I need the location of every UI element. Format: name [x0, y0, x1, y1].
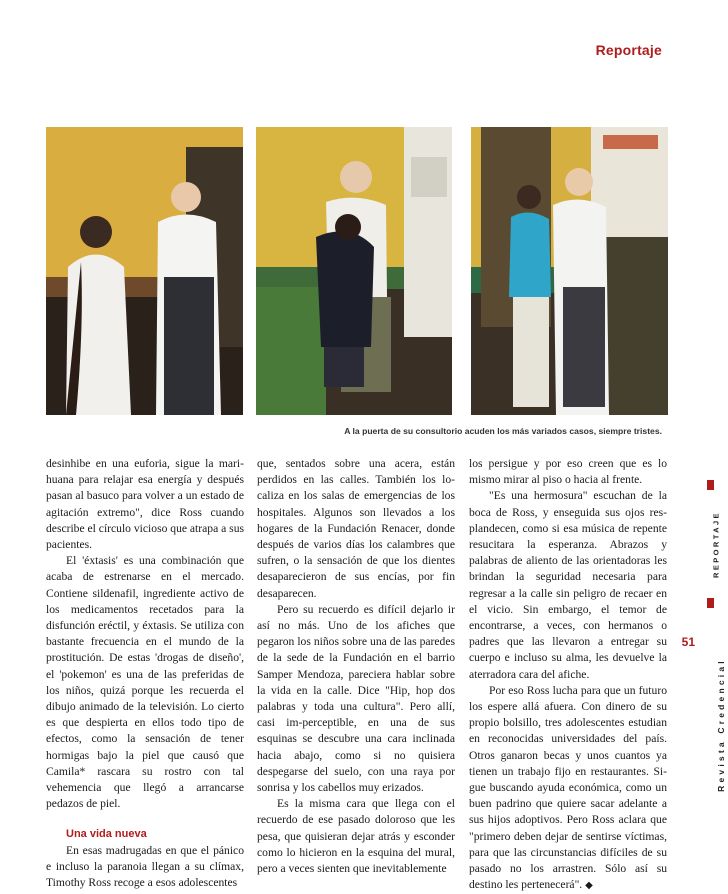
paragraph: Pero su recuerdo es difícil dejarlo ir así no más. Uno de los afiches que pegaron los niños sobre una de las paredes de la sede de la Fundación en el barrio Samper Mendoza, pareciera hablar sobre la vida en la calle. Dice "Hip, hop dos palabras y toda una cultura". Pero allí, casi im-perceptible, en una de sus esquinas se descubre una cara inclinada hacia abajo, como si no quisiera despegarse del suelo, con una raya por sonrisa y los cabellos muy erizados.: [257, 602, 455, 795]
page-number: 51: [681, 635, 695, 649]
paragraph: "Es una hermosura" escuchan de la boca de Ross, y enseguida sus ojos res-plandecen, como si esa música de repente resucitara la esperanza. Abrazos y palabras de aliento de las orientadoras les brindan la seguridad necesaria para regresar a la calle sin peligro de recaer en el vicio. Sin embargo, el temor de encontrarse, a veces, con hermanos o padres que las llevaron a entregar su cuerpo e incluso su alma, les devuelve la aterradora cara del afiche.: [469, 489, 667, 681]
section-vertical-label: REPORTAJE: [711, 511, 721, 578]
photo-hug: [256, 127, 452, 415]
text-column-1: [46, 456, 244, 891]
paragraph: [469, 683, 667, 894]
paragraph: los persigue y por eso creen que es lo mismo mirar al piso o hacia al frente.: [469, 457, 667, 487]
photo-doctor-with-girl-at-door: [471, 127, 668, 415]
text-column-3: [469, 456, 667, 894]
photo-caption: A la puerta de su consultorio acuden los más variados casos, siempre tristes.: [344, 426, 662, 436]
magazine-name: Revista Credencial: [716, 658, 726, 792]
paragraph: En esas madrugadas en que el pánico e incluso la paranoia llegan a su clímax, Timothy Ross recoge a esos adolescentes: [46, 843, 244, 890]
paragraph: desinhibe en una euforia, sigue la mari-huana para relajar esa energía y después pasan al basuco para volver a un estado de agitación extremo", dice Ross cuando describe el círculo vicioso que atrapa a sus pacientes.: [46, 457, 244, 552]
paragraph: que, sentados sobre una acera, están perdidos en las calles. También los lo-caliza en los salas de emergencias de los hospitales. Algunos son llevados a los hogares de la Fundación Renacer, donde después de varios días los calambres que sufren, o la sensación de que los dientes desaparecieron de sus encías, por fin desaparecen.: [257, 457, 455, 600]
paragraph-text: Por eso Ross lucha para que un futuro los espere allá afuera. Con dinero de su propio bolsillo, tres adolescentes estudian en reconocidas universidades del país. Otros ganaron becas y unos cuantos ya tienen un trabajo fijo en restaurantes. Si-gue buscando ayuda económica, como un buen padrino que quiere sacar adelante a sus hijos adoptivos. Pero Ross aclara que "primero deben dejar de sentirse víctimas, para que las circunstancias difíciles de su pasado no los arrastren. Sólo así su destino les pertenecerá".: [469, 683, 667, 892]
sidebar-marker: [707, 598, 714, 608]
photo-girl-and-doctor: [46, 127, 243, 415]
sidebar-marker: [707, 480, 714, 490]
subheading: Una vida nueva: [66, 828, 147, 841]
end-mark-icon: ◆: [585, 880, 593, 892]
paragraph: Es la misma cara que llega con el recuerdo de ese pasado doloroso que les pesa, que quisieran dejar atrás y esconder como lo hicieron en la esquina del mural, pero a veces sienten que inevitablemente: [257, 797, 455, 876]
text-column-2: [257, 456, 455, 877]
paragraph: El 'éxtasis' es una combinación que acaba de estrenarse en el mercado. Contiene sildenafil, ingrediente activo de los medicamentos recetados para la disfunción eréctil, y éxtasis. Se utiliza con bastante frecuencia en el mundo de la prostitución. De estas 'drogas de diseño', el 'pokemon' es una de las preferidas de los niños, quizá porque les recuerda el dibujo animado de la televisión. Lo cierto es que despierta en ellos todo tipo de efectos, como la sensación de tener hormigas bajo la piel que causó que Camila* rascara su rostro con tal vehemencia que llegó a arrancarse pedazos de piel.: [46, 554, 244, 811]
section-title: Reportaje: [595, 42, 662, 58]
